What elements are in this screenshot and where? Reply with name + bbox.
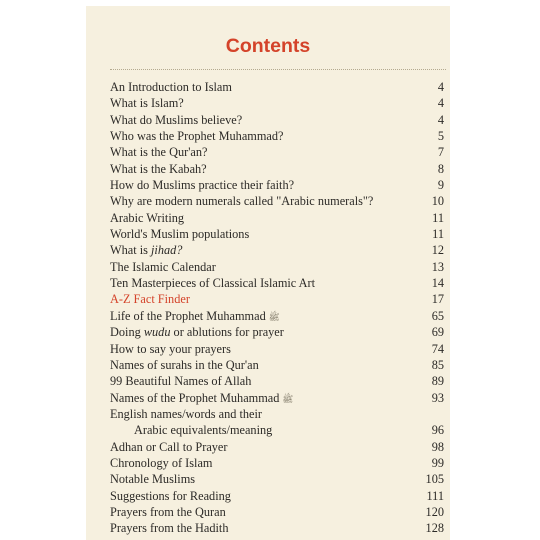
toc-entry-page: 85 [431,357,444,372]
toc-entry-page: 11 [432,210,444,225]
toc-entry-page: 96 [431,423,444,438]
toc-entry-label: Prayers from the Hadith [110,521,229,536]
toc-entry-label: Ten Masterpieces of Classical Islamic Art [110,276,316,291]
toc-entry-label: An Introduction to Islam [110,80,232,94]
toc-entry-page: 111 [426,488,444,503]
toc-entry-label: How to say your prayers [110,341,231,356]
toc-entry-page: 9 [437,178,444,193]
toc-entry-say-prayers[interactable] [110,341,444,357]
toc-entry-page: 10 [431,194,444,209]
toc-entry-prophet-muhammad[interactable] [110,128,444,144]
toc-entry-practice-faith[interactable] [110,177,444,193]
toc-entry-wudu[interactable] [110,324,444,340]
toc-entry-label: What is the Qur'an? [110,145,208,160]
toc-entry-label: Adhan or Call to Prayer [110,439,228,454]
toc-entry-introduction[interactable] [110,79,444,95]
toc-entry-page: 69 [431,325,444,340]
dotted-divider [110,69,446,70]
toc-entry-reading[interactable] [110,488,444,504]
toc-entry-label: 99 Beautiful Names of Allah [110,374,252,389]
toc-entry-label: The Islamic Calendar [110,259,216,274]
toc-entry-kabah[interactable] [110,161,444,177]
toc-entry-page: 128 [425,521,444,536]
toc-entry-page: 120 [425,504,444,519]
toc-entry-arabic-writing[interactable] [110,210,444,226]
toc-entry-names-of-prophet[interactable] [110,390,444,406]
toc-entry-page: 8 [437,161,444,176]
toc-entry-page: 12 [431,243,444,258]
toc-entry-page: 74 [431,341,444,356]
toc-entry-label: English names/words and their [110,406,262,421]
toc-entry-page: 98 [431,439,444,454]
toc-entry-label: Names of surahs in the Qur'an [110,357,259,372]
toc-entry-jihad[interactable] [110,242,444,258]
toc-entry-islamic-calendar[interactable] [110,259,444,275]
toc-entry-label: What is Islam? [110,96,184,111]
honorific-glyph: ﷺ [282,393,294,404]
toc-entry-label: Arabic Writing [110,210,185,225]
toc-entry-english-names[interactable] [110,406,444,422]
toc-entry-page: 14 [431,276,444,291]
toc-entry-page: 99 [431,455,444,470]
toc-entry-label: Life of the Prophet Muhammad ﷺ [110,308,280,323]
toc-entry-quran[interactable] [110,144,444,160]
toc-entry-page: 4 [437,96,444,111]
toc-entry-prayers-hadith[interactable] [110,520,444,536]
toc-entry-page: 4 [437,80,444,94]
toc-entry-page: 5 [437,129,444,144]
toc-entry-names-of-allah[interactable] [110,373,444,389]
book-page [86,6,450,540]
toc-entry-page: 13 [431,259,444,274]
toc-entry-page: 105 [425,472,444,487]
toc-entry-label: A-Z Fact Finder [110,292,190,307]
toc-entry-label: Why are modern numerals called "Arabic numerals"? [110,194,374,209]
toc-entry-page: 89 [431,374,444,389]
toc-entry-adhan[interactable] [110,439,444,455]
table-of-contents [110,79,444,537]
toc-entry-label: Who was the Prophet Muhammad? [110,129,284,144]
toc-entry-label: Doing wudu or ablutions for prayer [110,325,284,340]
toc-entry-label: World's Muslim populations [110,227,250,242]
toc-entry-label: What is the Kabah? [110,161,207,176]
page-title: Contents [225,35,311,57]
toc-entry-page: 65 [431,308,444,323]
toc-entry-label: Suggestions for Reading [110,488,231,503]
toc-entry-label: Notable Muslims [110,472,196,487]
toc-entry-label: Prayers from the Quran [110,504,226,519]
toc-entry-chronology[interactable] [110,455,444,471]
toc-entry-masterpieces[interactable] [110,275,444,291]
toc-entry-label: What do Muslims believe? [110,112,243,127]
toc-entry-arabic-numerals[interactable] [110,193,444,209]
honorific-glyph: ﷺ [268,311,280,322]
toc-entry-prayers-quran[interactable] [110,504,444,520]
toc-entry-muslim-populations[interactable] [110,226,444,242]
toc-entry-surahs[interactable] [110,357,444,373]
toc-entry-page: 17 [431,292,444,307]
toc-entry-page: 4 [437,112,444,127]
toc-entry-muslims-believe[interactable] [110,112,444,128]
toc-entry-label: Names of the Prophet Muhammad ﷺ [110,390,294,405]
toc-entry-label: How do Muslims practice their faith? [110,178,295,193]
toc-entry-label: What is jihad? [110,243,183,258]
toc-entry-fact-finder[interactable] [110,291,444,307]
toc-entry-page: 11 [432,227,444,242]
toc-entry-notable-muslims[interactable] [110,471,444,487]
toc-entry-what-is-islam[interactable] [110,95,444,111]
toc-entry-label: Chronology of Islam [110,455,213,470]
toc-entry-life-of-prophet[interactable] [110,308,444,324]
toc-entry-page: 93 [431,390,444,405]
toc-entry-page: 7 [437,145,444,160]
toc-entry-arabic-equivalents[interactable] [110,422,444,438]
toc-entry-label: Arabic equivalents/meaning [134,423,273,438]
